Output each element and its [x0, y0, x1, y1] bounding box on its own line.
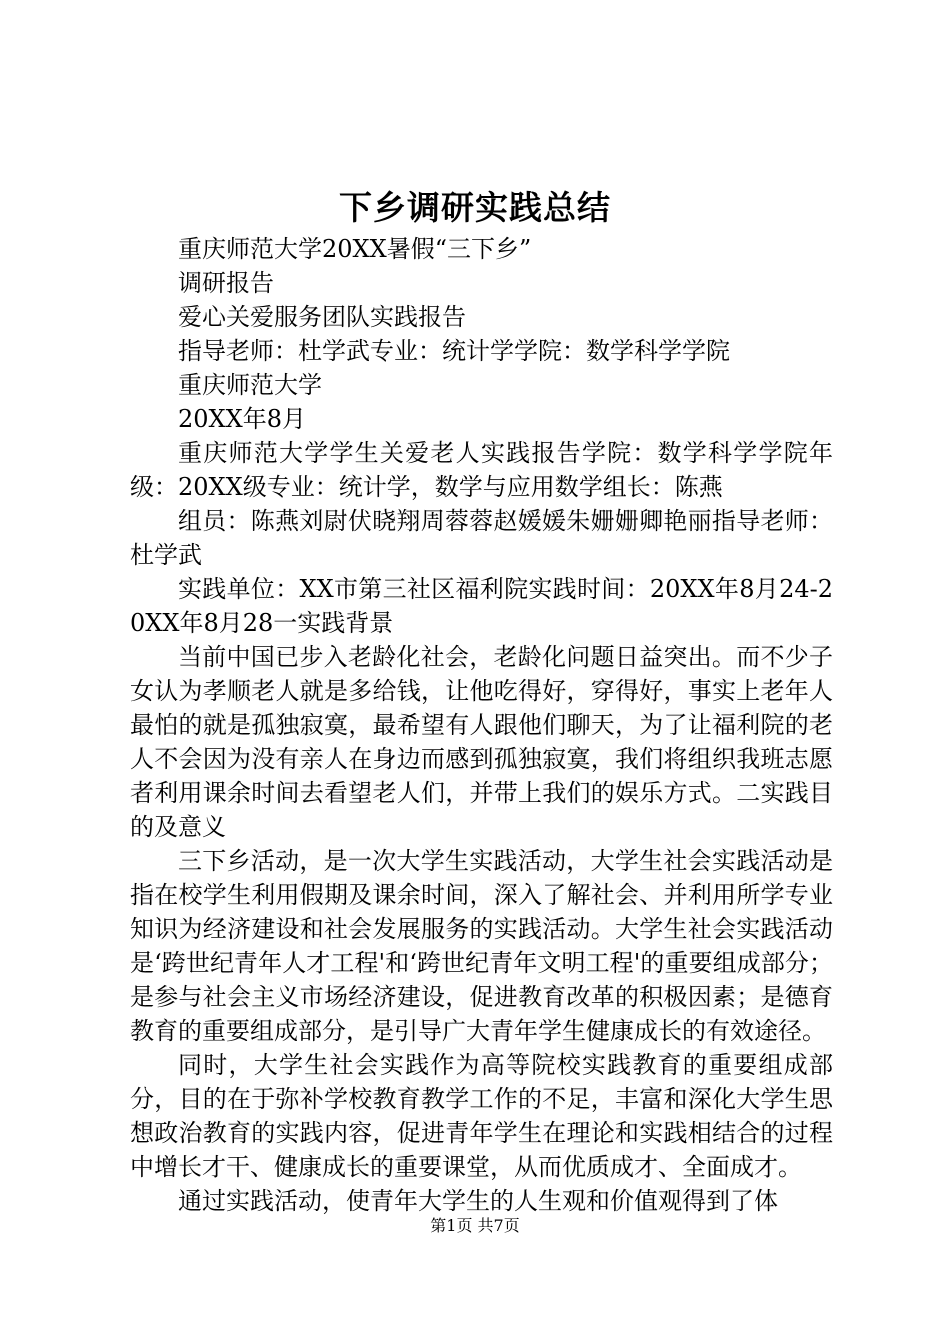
paragraph: 实践单位：XX市第三社区福利院实践时间：20XX年8月24-20XX年8月28一实践背景: [130, 575, 833, 637]
paragraph: 三下乡活动，是一次大学生实践活动，大学生社会实践活动是指在校学生利用假期及课余时间，深入了解社会、并利用所学专业知识为经济建设和社会发展服务的实践活动。大学生社会实践活动是‘跨世纪青年人才工程'和‘跨世纪青年文明工程'的重要组成部分；是参与社会主义市场经济建设，促进教育改革的积极因素；是德育教育的重要组成部分，是引导广大青年学生健康成长的有效途径。: [130, 847, 833, 1045]
paragraph: 重庆师范大学20XX暑假“三下乡”: [178, 235, 532, 263]
document-title: 下乡调研实践总结: [339, 188, 611, 227]
paragraph: 调研报告: [178, 269, 274, 297]
paragraph: 爱心关爱服务团队实践报告: [178, 303, 466, 331]
document-body: [130, 232, 833, 1218]
paragraph: 重庆师范大学学生关爱老人实践报告学院：数学科学学院年级：20XX级专业：统计学，数学与应用数学组长：陈燕: [130, 439, 833, 501]
paragraph: 同时，大学生社会实践作为高等院校实践教育的重要组成部分，目的在于弥补学校教育教学工作的不足，丰富和深化大学生思想政治教育的实践内容，促进青年学生在理论和实践相结合的过程中增长才干、健康成长的重要课堂，从而优质成才、全面成才。: [130, 1051, 833, 1181]
paragraph: 20XX年8月: [178, 405, 306, 433]
paragraph: 当前中国已步入老龄化社会，老龄化问题日益突出。而不少子女认为孝顺老人就是多给钱，让他吃得好，穿得好，事实上老年人最怕的就是孤独寂寞，最希望有人跟他们聊天，为了让福利院的老人不会因为没有亲人在身边而感到孤独寂寞，我们将组织我班志愿者利用课余时间去看望老人们，并带上我们的娱乐方式。二实践目的及意义: [130, 643, 833, 841]
paragraph: 指导老师：杜学武专业：统计学学院：数学科学学院: [178, 337, 730, 365]
paragraph: 通过实践活动，使青年大学生的人生观和价值观得到了体: [178, 1187, 778, 1215]
paragraph: 重庆师范大学: [178, 371, 322, 399]
page-footer: 第1页 共7页: [430, 1216, 520, 1235]
paragraph: 组员：陈燕刘尉伏晓翔周蓉蓉赵媛媛朱姗姗卿艳丽指导老师：杜学武: [130, 507, 833, 569]
